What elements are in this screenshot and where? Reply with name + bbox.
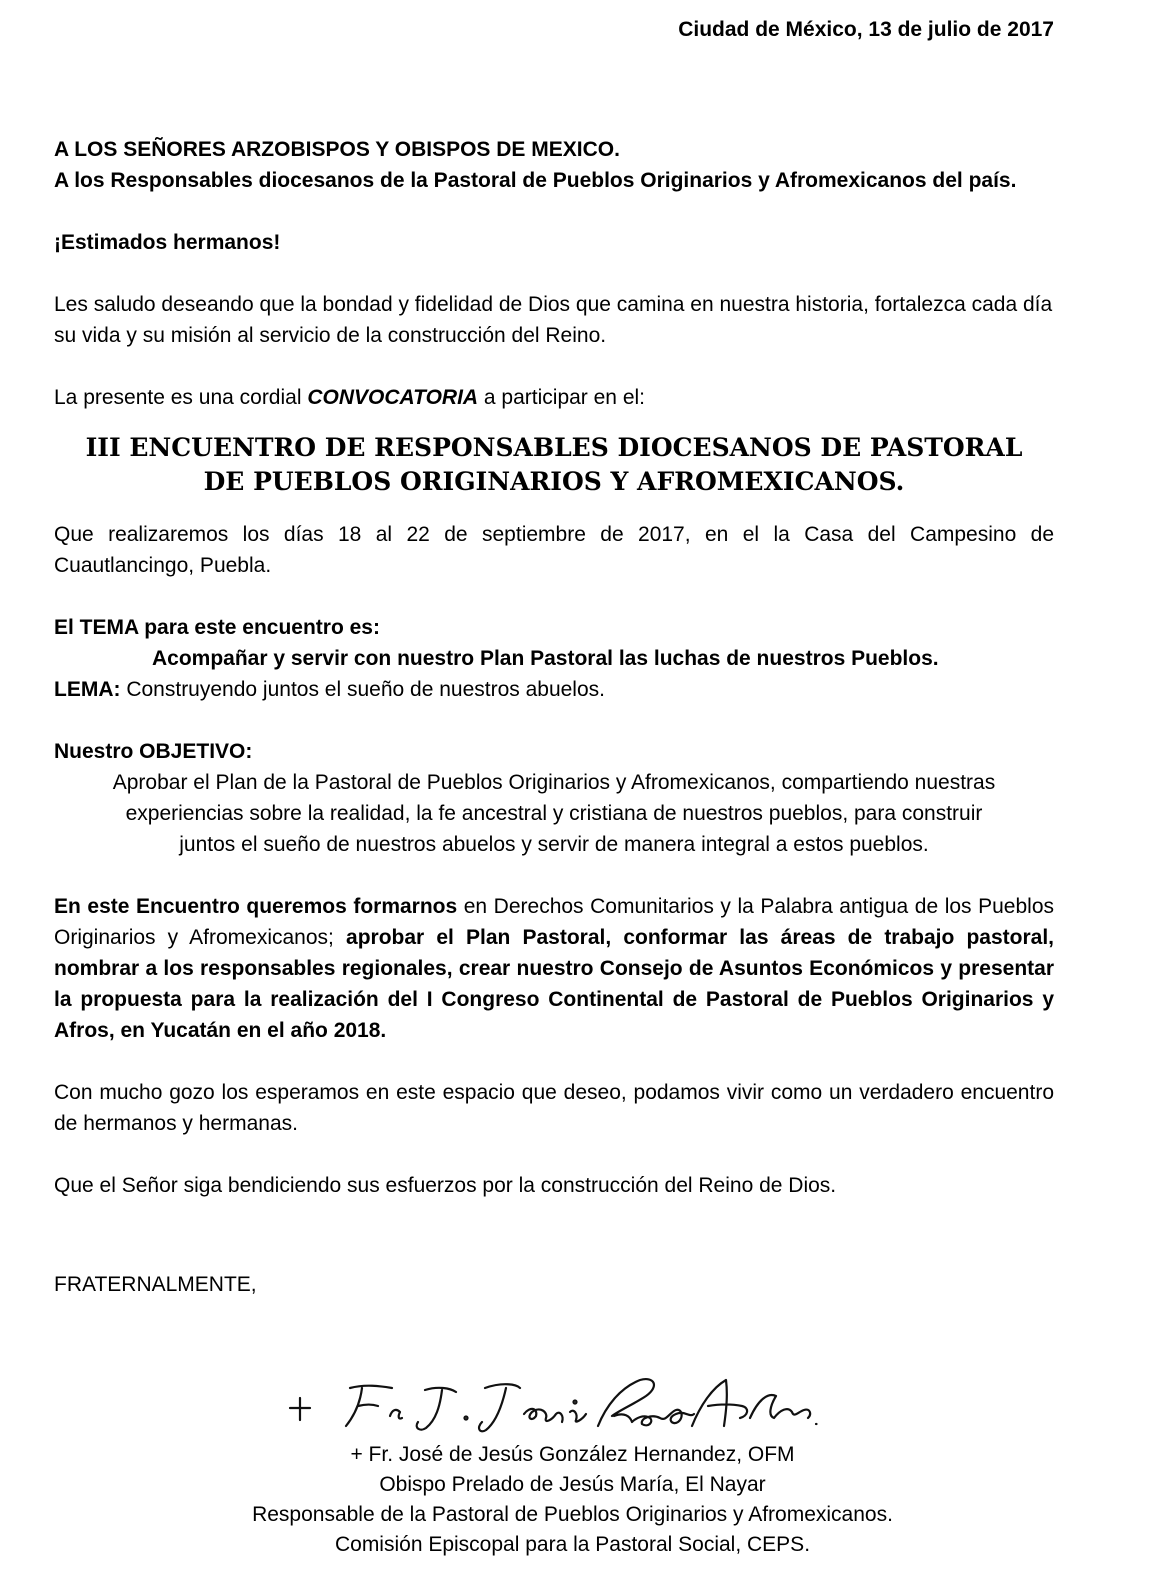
signatory-line-3: Responsable de la Pastoral de Pueblos Originarios y Afromexicanos. xyxy=(252,1503,893,1526)
blessing-line: Que el Señor siga bendiciendo sus esfuerzos por la construcción del Reino de Dios. xyxy=(54,1174,837,1197)
signatory-line-1: + Fr. José de Jesús González Hernandez, OFM xyxy=(350,1443,795,1466)
theme-label: El TEMA para este encuentro es: xyxy=(54,616,380,639)
greeting: ¡Estimados hermanos! xyxy=(54,231,281,254)
motto-label: LEMA: xyxy=(54,678,121,701)
letter-page xyxy=(54,14,1054,1300)
addressee-line-1: A LOS SEÑORES ARZOBISPOS Y OBISPOS DE MEXICO. xyxy=(54,138,620,161)
addressee-line-2: A los Responsables diocesanos de la Pastoral de Pueblos Originarios y Afromexicanos del país. xyxy=(54,169,1017,192)
signatory-line-4: Comisión Episcopal para la Pastoral Social, CEPS. xyxy=(334,1533,811,1556)
event-title-line-2: DE PUEBLOS ORIGINARIOS Y AFROMEXICANOS. xyxy=(203,467,905,496)
objective-line-2: experiencias sobre la realidad, la fe ancestral y cristiana de nuestros pueblos, para construir xyxy=(125,802,983,825)
formation-paragraph xyxy=(54,891,1054,1046)
signatory-block xyxy=(200,1440,945,1560)
motto-text: Construyendo juntos el sueño de nuestros abuelos. xyxy=(120,678,605,701)
objective-label: Nuestro OBJETIVO: xyxy=(54,740,253,763)
date-line: Ciudad de México, 13 de julio de 2017 xyxy=(678,18,1054,41)
theme-text: Acompañar y servir con nuestro Plan Pastoral las luchas de nuestros Pueblos. xyxy=(152,647,939,670)
invitation-text-after: a participar en el: xyxy=(478,386,646,409)
motto-line xyxy=(54,674,1054,705)
invitation-text-before: La presente es una cordial xyxy=(54,386,308,409)
invitation-line xyxy=(54,382,1054,413)
closing-paragraph: Con mucho gozo los esperamos en este espacio que deseo, podamos vivir como un verdadero encuentro de hermanos y hermanas. xyxy=(54,1081,1054,1135)
formation-part-2: en Derechos Comunitarios y la Palabra antigua de los Pueblos Originarios y Afromexicanos; xyxy=(54,895,1054,949)
valediction: FRATERNALMENTE, xyxy=(54,1273,257,1296)
objective-line-1: Aprobar el Plan de la Pastoral de Pueblos Originarios y Afromexicanos, compartiendo nuestras xyxy=(112,771,996,794)
intro-paragraph: Les saludo deseando que la bondad y fidelidad de Dios que camina en nuestra historia, fortalezca cada día su vida y su misión al servicio de la construcción del Reino. xyxy=(54,293,1053,347)
formation-part-3: aprobar el Plan Pastoral, conformar las áreas de trabajo pastoral, nombrar a los responsables regionales, crear nuestro Consejo de Asuntos Económicos y presentar la propuesta para la realización del I Congreso Continental de Pastoral de Pueblos Originarios y Afros, en Yucatán en el año 2018. xyxy=(54,926,1054,1042)
invitation-emphasis: CONVOCATORIA xyxy=(307,386,479,409)
event-title-line-1: III ENCUENTRO DE RESPONSABLES DIOCESANOS DE PASTORAL xyxy=(85,433,1023,462)
formation-part-1: En este Encuentro queremos formarnos xyxy=(54,895,458,918)
objective-line-3: juntos el sueño de nuestros abuelos y servir de manera integral a estos pueblos. xyxy=(179,833,929,856)
signatory-line-2: Obispo Prelado de Jesús María, El Nayar xyxy=(379,1473,766,1496)
dates-paragraph: Que realizaremos los días 18 al 22 de septiembre de 2017, en el la Casa del Campesino de Cuautlancingo, Puebla. xyxy=(54,523,1054,577)
handwritten-signature xyxy=(280,1366,820,1446)
